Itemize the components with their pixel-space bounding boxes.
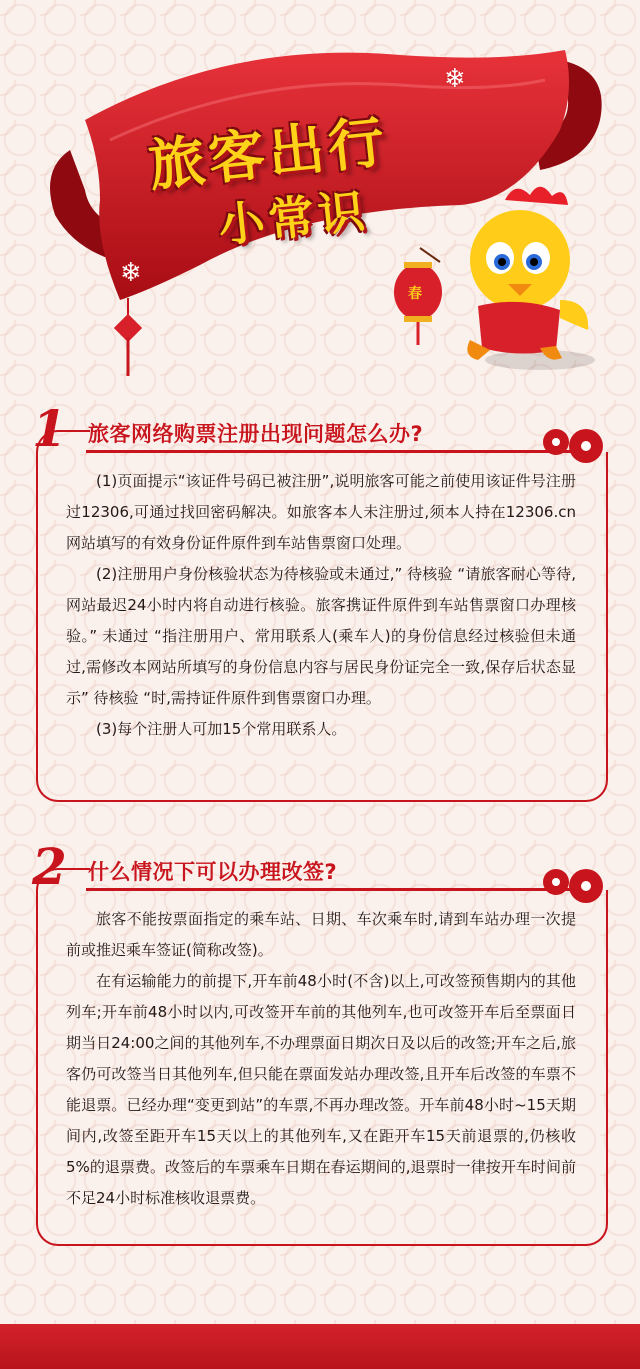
footer-bar [0, 1324, 640, 1369]
section-content-box [36, 452, 608, 802]
plum-blossom-icon [538, 422, 610, 472]
title-line-1: 旅客出行 [145, 109, 392, 200]
section-title: 什么情况下可以办理改签? [88, 860, 338, 884]
paragraph: (3)每个注册人可加15个常用联系人。 [96, 720, 347, 738]
paragraph: (2)注册用户身份核验状态为待核验或未通过,” 待核验 “请旅客耐心等待,网站最迟24小时内将自动进行核验。旅客携证件原件到车站售票窗口办理核验。” 未通过 “指注册用户、常用联系人(乘车人)的身份信息经过核验但未通过,需修改本网站所填写的身份信息内容与居民身份证完全一致,保存后状态显示” 待核验 “时,需持证件原件到售票窗口办理。 [66, 565, 576, 707]
section-content-box [36, 890, 608, 1246]
plum-blossom-icon [538, 862, 610, 912]
header-banner [0, 0, 640, 390]
lantern-label: 春 [408, 286, 422, 302]
snowflake-icon: ❄ [120, 258, 142, 288]
section-title: 旅客网络购票注册出现问题怎么办? [88, 422, 424, 446]
paragraph: 旅客不能按票面指定的乘车站、日期、车次乘车时,请到车站办理一次提前或推迟乘车签证(简称改签)。 [66, 910, 576, 959]
title-line-2: 小常识 [215, 183, 371, 253]
paragraph: 在有运输能力的前提下,开车前48小时(不含)以上,可改签预售期内的其他列车;开车前48小时以内,可改签开车前的其他列车,也可改签开车后至票面日期当日24:00之间的其他列车,不办理票面日期次日及以后的改签;开车之后,旅客仍可改签当日其他列车,但只能在票面发站办理改签,且开车后改签的车票不能退票。已经办理“变更到站”的车票,不再办理改签。开车前48小时~15天期间内,改签至距开车15天以上的其他列车,又在距开车15天前退票的,仍核收5%的退票费。改签后的车票乘车日期在春运期间的,退票时一律按开车时间前不足24小时标准核收退票费。 [66, 972, 576, 1207]
paragraph: (1)页面提示“该证件号码已被注册”,说明旅客可能之前使用该证件号注册过12306,可通过找回密码解决。如旅客本人未注册过,须本人持在12306.cn网站填写的有效身份证件原件到车站售票窗口处理。 [66, 472, 576, 552]
section-number: 2 [32, 837, 67, 896]
section-1 [32, 399, 610, 802]
snowflake-icon: ❄ [444, 64, 466, 94]
section-2 [32, 837, 610, 1248]
section-number: 1 [32, 399, 67, 458]
